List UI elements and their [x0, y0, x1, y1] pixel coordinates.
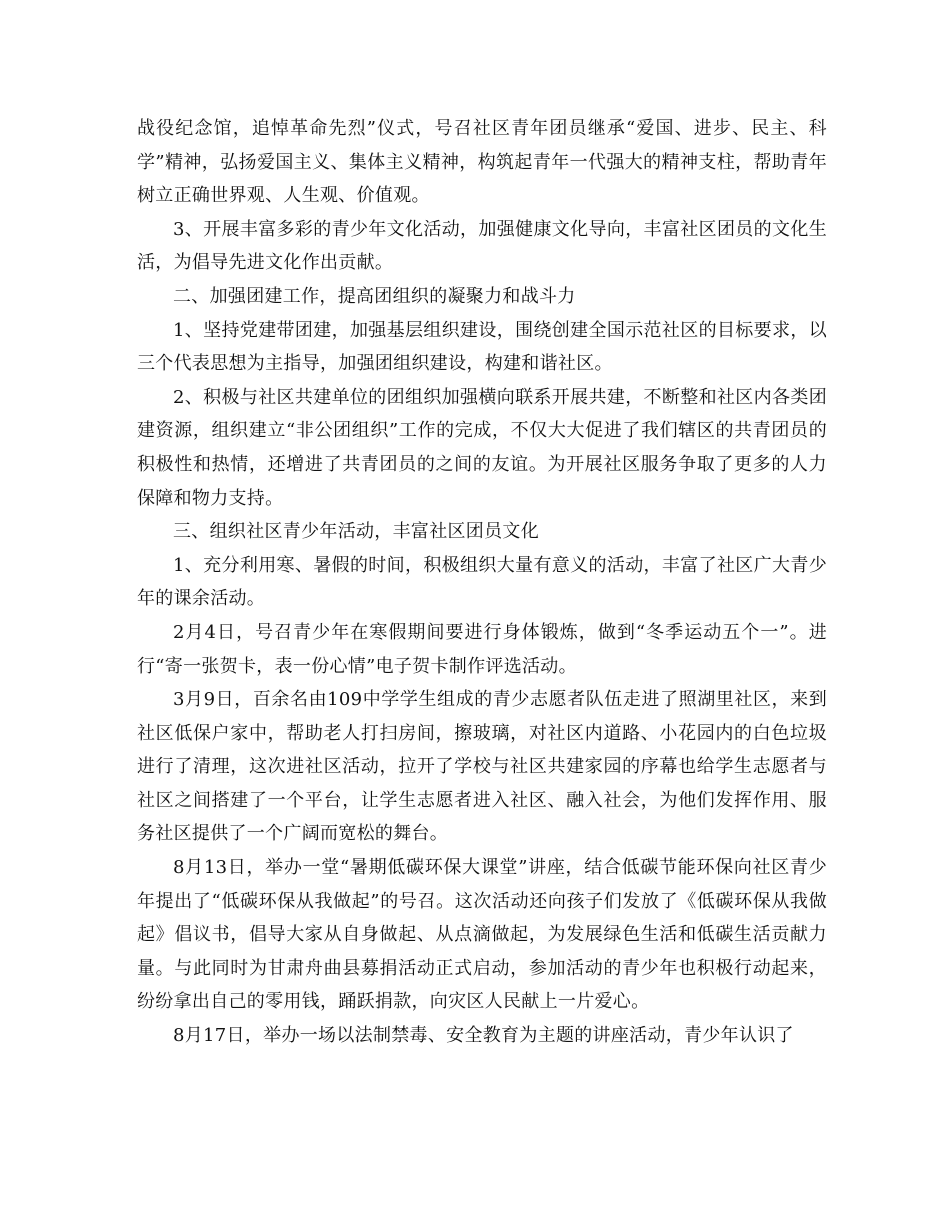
paragraph: 2月4日，号召青少年在寒假期间要进行身体锻炼，做到“冬季运动五个一”。进行“寄一张贺卡，表一份心情”电子贺卡制作评选活动。	[137, 621, 827, 677]
paragraph: 8月17日，举办一场以法制禁毒、安全教育为主题的讲座活动，青少年认识了	[173, 1025, 794, 1047]
section-heading: 三、组织社区青少年活动，丰富社区团员文化	[173, 521, 539, 543]
paragraph: 2、积极与社区共建单位的团组织加强横向联系开展共建，不断整和社区内各类团建资源，组织建立“非公团组织”工作的完成，不仅大大促进了我们辖区的共青团员的积极性和热情，还增进了共青团员的之间的友谊。为开展社区服务争取了更多的人力保障和物力支持。	[137, 386, 827, 509]
paragraph: 3、开展丰富多彩的青少年文化活动，加强健康文化导向，丰富社区团员的文化生活，为倡导先进文化作出贡献。	[137, 218, 827, 274]
paragraph: 8月13日，举办一堂“暑期低碳环保大课堂”讲座，结合低碳节能环保向社区青少年提出了“低碳环保从我做起”的号召。这次活动还向孩子们发放了《低碳环保从我做起》倡议书，倡导大家从自身做起、从点滴做起，为发展绿色生活和低碳生活贡献力量。与此同时为甘肃舟曲县募捐活动正式启动，参加活动的青少年也积极行动起来，纷纷拿出自己的零用钱，踊跃捐款，向灾区人民献上一片爱心。	[137, 857, 827, 1013]
section-heading: 二、加强团建工作，提高团组织的凝聚力和战斗力	[173, 285, 576, 307]
paragraph: 战役纪念馆，追悼革命先烈”仪式，号召社区青年团员继承“爱国、进步、民主、科学”精神，弘扬爱国主义、集体主义精神，构筑起青年一代强大的精神支柱，帮助青年树立正确世界观、人生观、价值观。	[137, 118, 827, 207]
paragraph: 1、充分利用寒、暑假的时间，积极组织大量有意义的活动，丰富了社区广大青少年的课余活动。	[137, 554, 827, 610]
document-body	[137, 112, 827, 1053]
paragraph: 3月9日，百余名由109中学学生组成的青少志愿者队伍走进了照湖里社区，来到社区低保户家中，帮助老人打扫房间，擦玻璃，对社区内道路、小花园内的白色垃圾进行了清理，这次进社区活动，拉开了学校与社区共建家园的序幕也给学生志愿者与社区之间搭建了一个平台，让学生志愿者进入社区、融入社会，为他们发挥作用、服务社区提供了一个广阔而宽松的舞台。	[137, 689, 827, 845]
paragraph: 1、坚持党建带团建，加强基层组织建设，围绕创建全国示范社区的目标要求，以三个代表思想为主指导，加强团组织建设，构建和谐社区。	[137, 319, 827, 375]
